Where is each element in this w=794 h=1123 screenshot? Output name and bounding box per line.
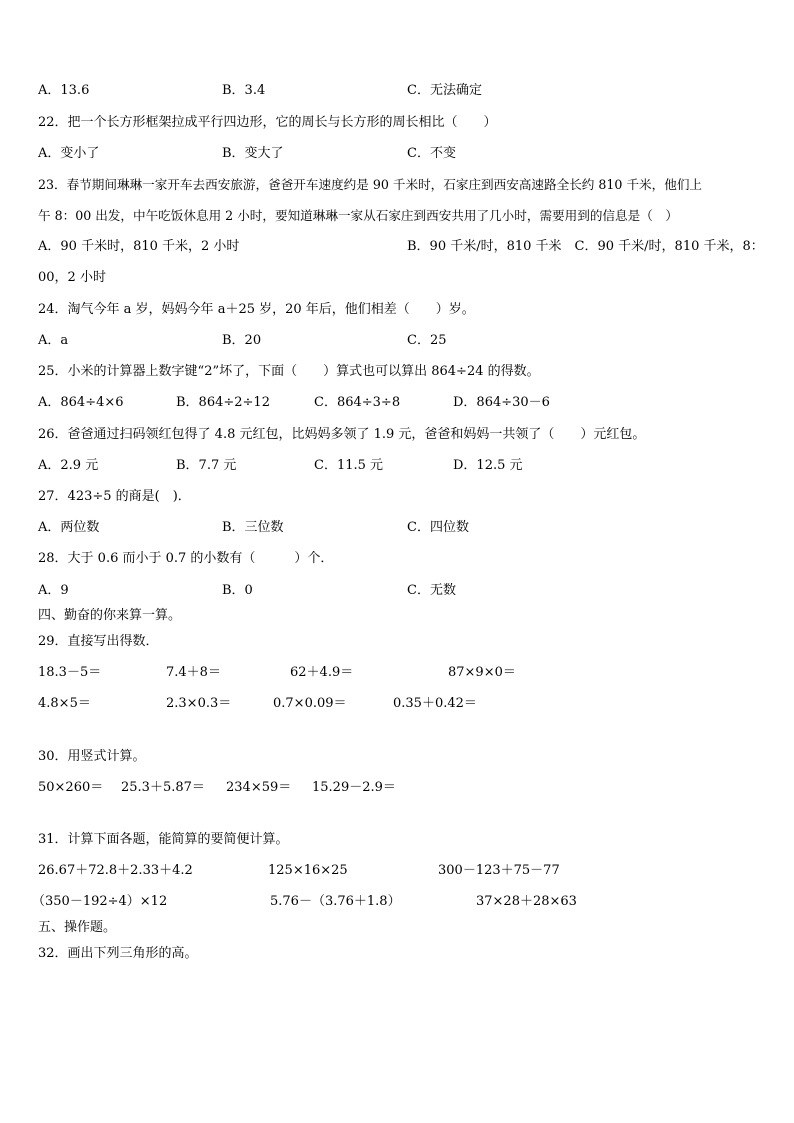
q30-stem: 30．用竖式计算。 <box>38 749 146 764</box>
q21-option-b: B．3.4 <box>222 83 266 98</box>
q29-item: 4.8×5＝ <box>38 696 91 711</box>
q26-option-a: A．2.9 元 <box>38 458 99 473</box>
q24-stem: 24．淘气今年 a 岁，妈妈今年 a＋25 岁，20 年后，他们相差（ ）岁。 <box>38 302 475 317</box>
q28-option-a: A．9 <box>38 583 69 598</box>
q29-item: 0.7×0.09＝ <box>273 696 347 711</box>
q31-item: 5.76－（3.76＋1.8） <box>270 894 401 909</box>
q25-option-d: D．864÷30－6 <box>453 395 550 410</box>
q27-option-a: A．两位数 <box>38 520 100 535</box>
q30-item: 50×260＝ <box>38 780 104 795</box>
q26-option-c: C．11.5 元 <box>314 458 384 473</box>
q25-option-c: C．864÷3÷8 <box>314 395 401 410</box>
q22-option-c: C．不变 <box>407 146 456 161</box>
q29-item: 7.4＋8＝ <box>166 665 221 680</box>
q31-item: 300－123＋75－77 <box>438 863 560 878</box>
q30-item: 15.29－2.9＝ <box>312 780 396 795</box>
q27-stem: 27．423÷5 的商是( )． <box>38 489 191 504</box>
q29-item: 0.35＋0.42＝ <box>393 696 477 711</box>
q29-item: 2.3×0.3＝ <box>166 696 232 711</box>
q29-item: 62＋4.9＝ <box>290 665 354 680</box>
q30-item: 234×59＝ <box>226 780 292 795</box>
q25-stem: 25．小米的计算器上数字键“2”坏了，下面（ ）算式也可以算出 864÷24 的得数。 <box>38 364 540 379</box>
q22-option-b: B．变大了 <box>222 146 284 161</box>
q31-item: 37×28＋28×63 <box>476 894 577 909</box>
q24-option-b: B．20 <box>222 333 262 348</box>
q27-option-b: B．三位数 <box>222 520 284 535</box>
q23-option-bc: B．90 千米/时，810 千米 C．90 千米/时，810 千米，8： <box>407 239 764 254</box>
q23-stem-line1: 23．春节期间琳琳一家开车去西安旅游，爸爸开车速度约是 90 千米时，石家庄到西安高速路全长约 810 千米，他们上 <box>38 177 703 192</box>
section-4-heading: 四、勤奋的你来算一算。 <box>38 608 182 623</box>
q23-stem-line2: 午 8：00 出发，中午吃饭休息用 2 小时，要知道琳琳一家从石家庄到西安共用了几小时，需要用到的信息是（ ） <box>38 208 678 223</box>
q32-stem: 32．画出下列三角形的高。 <box>38 946 198 961</box>
q30-item: 25.3＋5.87＝ <box>121 780 205 795</box>
q29-item: 18.3－5＝ <box>38 665 102 680</box>
q26-option-b: B．7.7 元 <box>176 458 237 473</box>
q21-option-c: C．无法确定 <box>407 83 482 98</box>
q31-item: 26.67＋72.8＋2.33＋4.2 <box>38 863 193 878</box>
q22-stem: 22．把一个长方形框架拉成平行四边形，它的周长与长方形的周长相比（ ） <box>38 115 497 130</box>
q23-option-a: A．90 千米时，810 千米，2 小时 <box>38 239 240 254</box>
q28-option-b: B．0 <box>222 583 253 598</box>
q28-stem: 28．大于 0.6 而小于 0.7 的小数有（ ）个． <box>38 551 334 566</box>
q21-option-a: A．13.6 <box>38 83 90 98</box>
q25-option-a: A．864÷4×6 <box>38 395 124 410</box>
q26-option-d: D．12.5 元 <box>453 458 523 473</box>
q22-option-a: A．变小了 <box>38 146 100 161</box>
q29-item: 87×9×0＝ <box>448 665 516 680</box>
q31-stem: 31．计算下面各题，能简算的要简便计算。 <box>38 832 289 847</box>
q31-item: 125×16×25 <box>268 863 348 878</box>
q29-stem: 29．直接写出得数． <box>38 634 159 649</box>
q23-option-c-continued: 00，2 小时 <box>38 270 106 285</box>
section-5-heading: 五、操作题。 <box>38 920 117 935</box>
q27-option-c: C．四位数 <box>407 520 469 535</box>
q24-option-c: C．25 <box>407 333 447 348</box>
q26-stem: 26．爸爸通过扫码领红包得了 4.8 元红包，比妈妈多领了 1.9 元，爸爸和妈妈一共领了（ ）元红包。 <box>38 427 646 442</box>
q31-item: （350－192÷4）×12 <box>32 894 168 909</box>
q24-option-a: A．a <box>38 333 69 348</box>
q28-option-c: C．无数 <box>407 583 456 598</box>
q25-option-b: B．864÷2÷12 <box>176 395 270 410</box>
